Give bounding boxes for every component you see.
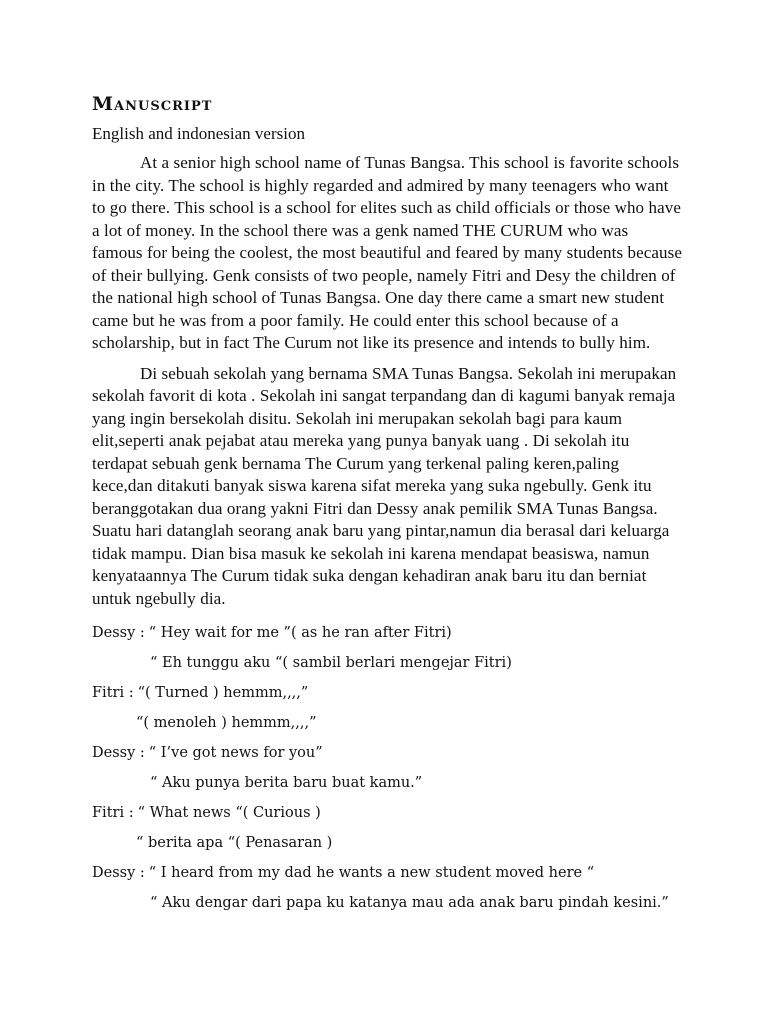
dialogue-line-indonesian: “ Aku punya berita baru buat kamu.” [150, 775, 423, 791]
dialogue-line-english [92, 798, 682, 828]
indonesian-narration-paragraph: Di sebuah sekolah yang bernama SMA Tunas Bangsa. Sekolah ini merupakan sekolah favorit di kota . Sekolah ini sangat terpandang dan di kagumi banyak remaja yang ingin bersekolah disitu. Sekolah ini merupakan sekolah bagi para kaum elit,seperti anak pejabat atau mereka yang punya banyak uang . Di sekolah itu terdapat sebuah genk bernama The Curum yang terkenal paling keren,paling kece,dan ditakuti banyak siswa karena sifat mereka yang suka ngebully. Genk itu beranggotakan dua orang yakni Fitri dan Dessy anak pemilik SMA Tunas Bangsa. Suatu hari datanglah seorang anak baru yang pintar,namun dia berasal dari keluarga tidak mampu. Dian bisa masuk ke sekolah ini karena mendapat beasiswa, namun kenyataannya The Curum tidak suka dengan kehadiran anak baru itu dan berniat untuk ngebully dia. [92, 363, 677, 608]
dialogue-text: “ I heard from my dad he wants a new student moved here “ [148, 865, 595, 881]
speaker-name: Fitri : [92, 805, 134, 821]
manuscript-page [92, 90, 682, 918]
dialogue-line-english [92, 858, 682, 888]
dialogue-line-english [92, 618, 682, 648]
dialogue-line-indonesian: “( menoleh ) hemmm,,,,” [136, 715, 317, 731]
document-title: Manuscript [92, 93, 213, 115]
dialogue-line-indonesian: “ Eh tunggu aku “( sambil berlari mengejar Fitri) [150, 655, 512, 671]
document-subtitle: English and indonesian version [92, 124, 305, 143]
dialogue-line-indonesian: “ Aku dengar dari papa ku katanya mau ada anak baru pindah kesini.” [150, 895, 669, 911]
dialogue-line-english [92, 738, 682, 768]
speaker-name: Fitri : [92, 685, 134, 701]
speaker-name: Dessy : [92, 625, 145, 641]
speaker-name: Dessy : [92, 745, 145, 761]
dialogue-text: “ What news “( Curious ) [137, 805, 321, 821]
dialogue-line-english [92, 678, 682, 708]
dialogue-text: “ Hey wait for me ”( as he ran after Fitri) [148, 625, 452, 641]
speaker-name: Dessy : [92, 865, 145, 881]
dialogue-text: “ I’ve got news for you” [148, 745, 323, 761]
english-narration-paragraph: At a senior high school name of Tunas Bangsa. This school is favorite schools in the city. The school is highly regarded and admired by many teenagers who want to go there. This school is a school for elites such as child officials or those who have a lot of money. In the school there was a genk named THE CURUM who was famous for being the coolest, the most beautiful and feared by many students because of their bullying. Genk consists of two people, namely Fitri and Desy the children of the national high school of Tunas Bangsa. One day there came a smart new student came but he was from a poor family. He could enter this school because of a scholarship, but in fact The Curum not like its presence and intends to bully him. [92, 153, 683, 352]
dialogue-text: “( Turned ) hemmm,,,,” [137, 685, 309, 701]
dialogue-section [92, 618, 682, 918]
dialogue-line-indonesian: “ berita apa “( Penasaran ) [136, 835, 333, 851]
